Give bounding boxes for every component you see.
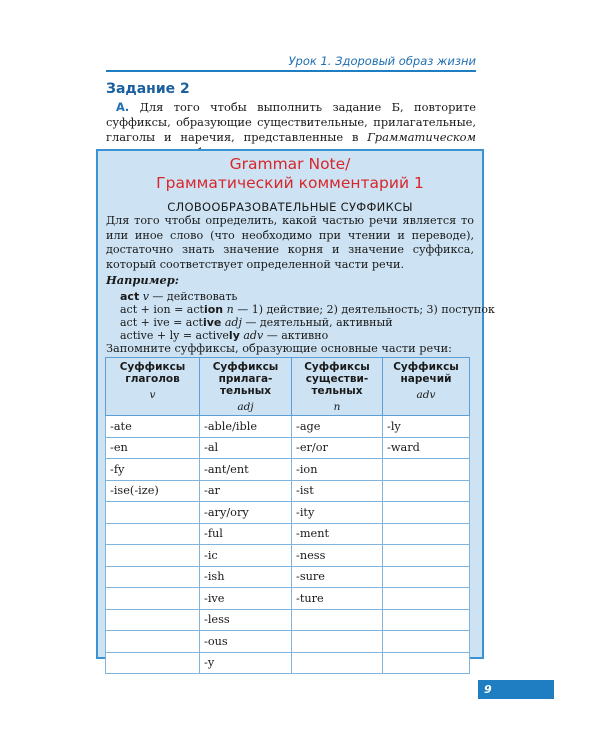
table-row [106, 459, 470, 481]
header-abbr: n [333, 401, 341, 413]
table-cell [383, 459, 470, 481]
header-abbr: adj [237, 401, 254, 413]
table-cell: -en [106, 437, 200, 459]
example-meaning: — 1) действие; 2) деятельность; 3) поступок [233, 303, 495, 316]
header-label: Суффиксы наречий [393, 361, 459, 385]
table-row [106, 545, 470, 567]
table-row [106, 631, 470, 653]
example-meaning: — действовать [148, 290, 238, 303]
header-rule [106, 70, 476, 72]
table-cell [292, 631, 383, 653]
example-action [120, 303, 495, 316]
table-cell: -ment [292, 523, 383, 545]
table-cell: -ive [200, 588, 292, 610]
header-nouns [292, 358, 383, 416]
table-cell [106, 652, 200, 674]
table-cell: -ise(-ize) [106, 480, 200, 502]
table-cell: -ous [200, 631, 292, 653]
table-cell [106, 609, 200, 631]
header-abbr: v [149, 389, 156, 401]
table-cell [292, 652, 383, 674]
suffix-table-header [106, 358, 470, 416]
table-cell: -ic [200, 545, 292, 567]
table-cell: -ness [292, 545, 383, 567]
table-cell: -ture [292, 588, 383, 610]
header-verbs [106, 358, 200, 416]
example-active [120, 316, 393, 329]
example-meaning: — активно [263, 329, 329, 342]
explanation-paragraph: Для того чтобы определить, какой частью речи является то или иное слово (что необходимо при чтении и переводе), достаточно знать значение корня и значение суффикса, который соответствует определенной части речи. [106, 214, 474, 271]
table-cell: -ward [383, 437, 470, 459]
section-subtitle: СЛОВООБРАЗОВАТЕЛЬНЫЕ СУФФИКСЫ [167, 200, 413, 214]
table-row [106, 416, 470, 438]
table-cell: -ant/ent [200, 459, 292, 481]
header-adjectives [200, 358, 292, 416]
table-cell [383, 631, 470, 653]
table-cell [383, 566, 470, 588]
table-cell: -fy [106, 459, 200, 481]
table-cell: -ish [200, 566, 292, 588]
table-cell: -less [200, 609, 292, 631]
table-row [106, 437, 470, 459]
table-cell: -ly [383, 416, 470, 438]
table-cell [383, 588, 470, 610]
table-cell: -ate [106, 416, 200, 438]
table-row [106, 480, 470, 502]
task-text: Для того чтобы выполнить задание Б, повторите суффиксы, образующие существительные, прилагательные, глаголы и наречия, представленные в [106, 100, 476, 144]
table-cell [106, 545, 200, 567]
table-row [106, 523, 470, 545]
grammar-reference: Грамматическом [367, 130, 476, 144]
grammar-note-box [96, 149, 495, 670]
example-pos: adv [243, 329, 264, 342]
example-base-word: act [120, 290, 140, 303]
table-cell: -er/or [292, 437, 383, 459]
running-header: Урок 1. Здоровый образ жизни [288, 54, 476, 68]
suffix-table [105, 357, 470, 674]
task-letter: А. [116, 100, 130, 114]
table-cell: -ar [200, 480, 292, 502]
table-cell: -ity [292, 502, 383, 524]
header-label: Суффиксы глаголов [119, 361, 186, 385]
grammar-note-title [98, 155, 482, 193]
header-abbr: adv [416, 389, 436, 401]
example-formula: act + ion = act [120, 303, 204, 316]
table-cell: -ary/ory [200, 502, 292, 524]
table-row [106, 502, 470, 524]
example-formula: active + ly = active [120, 329, 229, 342]
example-suffix: ive [202, 316, 222, 329]
table-cell [383, 609, 470, 631]
example-pos: adj [224, 316, 242, 329]
example-suffix: ion [203, 303, 224, 316]
grammar-note-title-en: Grammar Note/ [229, 155, 351, 173]
table-cell: -ful [200, 523, 292, 545]
table-cell [383, 523, 470, 545]
table-cell: -age [292, 416, 383, 438]
remember-line: Запомните суффиксы, образующие основные части речи: [106, 342, 452, 355]
table-cell [106, 523, 200, 545]
table-row [106, 588, 470, 610]
table-row [106, 609, 470, 631]
table-cell [106, 588, 200, 610]
table-row [106, 652, 470, 674]
table-row [106, 566, 470, 588]
table-cell [383, 545, 470, 567]
table-cell [292, 609, 383, 631]
grammar-note-title-ru: Грамматический комментарий 1 [156, 174, 424, 192]
example-label: Например: [106, 273, 179, 287]
table-cell [383, 480, 470, 502]
example-pos: n [226, 303, 234, 316]
example-formula: act + ive = act [120, 316, 203, 329]
table-cell: -ion [292, 459, 383, 481]
example-actively [120, 329, 328, 342]
example-act [120, 290, 237, 303]
table-cell [383, 502, 470, 524]
table-cell [106, 502, 200, 524]
example-suffix: ly [228, 329, 240, 342]
table-cell: -y [200, 652, 292, 674]
example-pos: v [142, 290, 149, 303]
table-cell: -able/ible [200, 416, 292, 438]
table-cell: -al [200, 437, 292, 459]
table-cell [106, 566, 200, 588]
page-number: 9 [478, 680, 554, 699]
suffix-table-body [106, 416, 470, 674]
table-cell [106, 631, 200, 653]
table-cell [383, 652, 470, 674]
example-meaning: — деятельный, активный [241, 316, 393, 329]
header-label: Суффиксы существи-тельных [304, 361, 370, 397]
table-cell: -sure [292, 566, 383, 588]
table-cell: -ist [292, 480, 383, 502]
task-title: Задание 2 [106, 81, 190, 97]
header-adverbs [383, 358, 470, 416]
header-label: Суффиксы прилага-тельных [212, 361, 279, 397]
